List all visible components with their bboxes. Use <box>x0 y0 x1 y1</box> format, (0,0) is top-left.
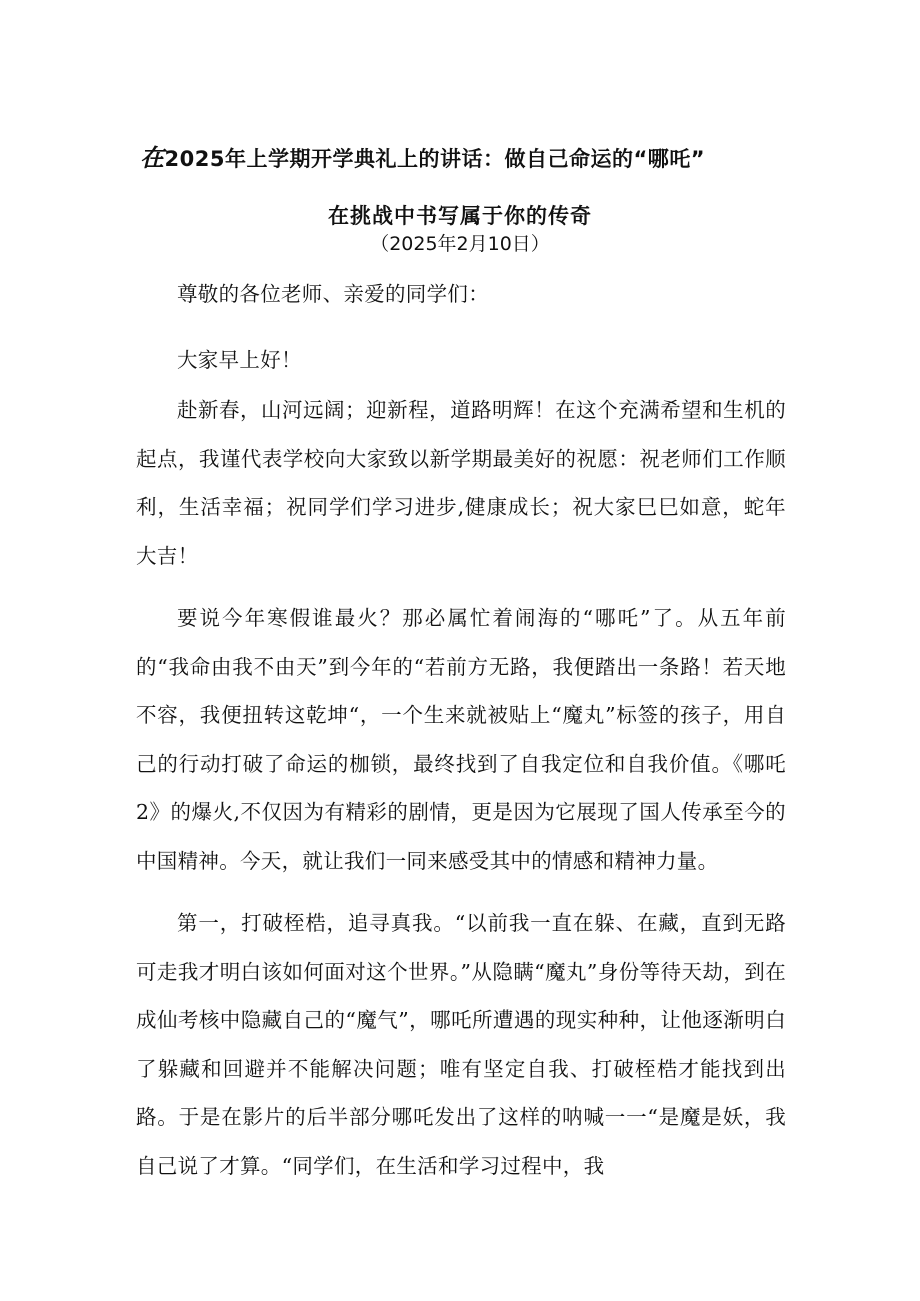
morning-line: 大家早上好！ <box>177 348 302 372</box>
speech-morning <box>136 336 786 385</box>
speech-body <box>136 386 786 1190</box>
document-title <box>140 138 820 173</box>
greeting-line: 尊敬的各位老师、亲爱的同学们： <box>177 282 489 306</box>
paragraph-nezha-intro: 要说今年寒假谁最火？那必属忙着闹海的“哪吒”了。从五年前的“我命由我不由天”到今年的“若前方无路，我便踏出一条路！若天地不容，我便扭转这乾坤“，一个生来就被贴上“魔丸”标签的孩子，用自己的行动打破了命运的枷锁，最终找到了自我定位和自我价值。《哪吒2》的爆火,不仅因为有精彩的剧情，更是因为它展现了国人传承至今的中国精神。今天，就让我们一同来感受其中的情感和精神力量。 <box>136 606 786 873</box>
speech-greeting <box>136 270 786 319</box>
paragraph-blessing: 赴新春，山河远阔；迎新程，道路明辉！在这个充满希望和生机的起点，我谨代表学校向大家致以新学期最美好的祝愿：祝老师们工作顺利，生活幸福；祝同学们学习进步,健康成长；祝大家巳巳如意，蛇年大吉！ <box>136 398 786 568</box>
title-text: 2025年上学期开学典礼上的讲话：做自己命运的“哪吒” <box>164 147 706 171</box>
title-first-char: 在 <box>140 143 165 172</box>
speech-date: （2025年2月10日） <box>370 233 550 255</box>
paragraph-point-one: 第一，打破桎梏，追寻真我。“以前我一直在躲、在藏，直到无路可走我才明白该如何面对这个世界。”从隐瞒“魔丸”身份等待天劫，到在成仙考核中隐藏自己的“魔气”，哪吒所遭遇的现实种种，让他逐渐明白了躲藏和回避并不能解决问题；唯有坚定自我、打破桎梏才能找到出路。于是在影片的后半部分哪吒发出了这样的呐喊一一“是魔是妖，我自己说了才算。“同学们，在生活和学习过程中，我 <box>136 911 786 1178</box>
document-subtitle: 在挑战中书写属于你的传奇 <box>328 204 592 228</box>
